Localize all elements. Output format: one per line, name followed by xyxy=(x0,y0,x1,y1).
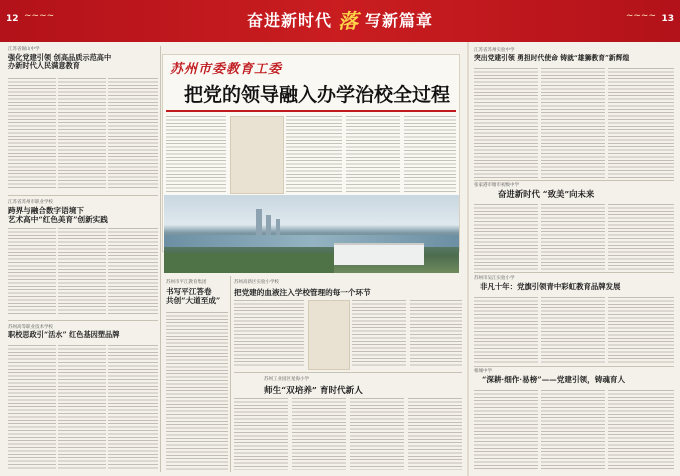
text-column xyxy=(346,116,400,192)
page-spine xyxy=(467,42,469,476)
article-divider xyxy=(474,366,674,367)
campus-aerial-photo xyxy=(164,195,459,273)
text-column xyxy=(541,297,605,363)
headline-line: 艺术高中“红色美育”创新实践 xyxy=(8,214,108,224)
text-column xyxy=(8,78,56,190)
text-column xyxy=(286,116,342,192)
text-column xyxy=(474,204,538,270)
page-header xyxy=(0,0,680,42)
text-column xyxy=(474,390,538,470)
column-rule xyxy=(160,46,161,472)
text-column xyxy=(58,345,106,469)
text-column xyxy=(608,204,674,270)
page-number-left: 12 xyxy=(6,14,19,24)
sidebar-callout xyxy=(230,116,284,194)
headline-line: 共创“大道至成” xyxy=(166,296,221,306)
text-column xyxy=(350,398,404,470)
slogan-accent: 落 xyxy=(338,8,359,33)
article-kicker: 江苏省苏州市职业学校 xyxy=(8,200,53,205)
photo-building xyxy=(334,243,424,265)
text-column xyxy=(8,228,56,316)
article-headline: 奋进新时代 “致美”向未来 xyxy=(498,189,595,199)
article-kicker: 江苏省苏州实验中学 xyxy=(474,48,515,53)
text-column xyxy=(474,68,538,180)
text-column xyxy=(58,228,106,316)
text-column xyxy=(474,297,538,363)
article-headline: 非凡十年：党旗引领青中彩虹教育品牌发展 xyxy=(480,282,621,291)
article-headline: “深耕·细作·易榜”——党建引领，铸魂育人 xyxy=(482,375,626,384)
text-column xyxy=(404,116,456,192)
article-kicker: 江苏省锡山中学 xyxy=(8,47,40,52)
text-column xyxy=(108,228,158,316)
text-column xyxy=(541,204,605,270)
text-column xyxy=(234,398,288,470)
text-column xyxy=(608,390,674,470)
feature-main-title: 把党的领导融入办学治校全过程 xyxy=(184,84,451,106)
article-kicker: 苏州市吴江实验小学 xyxy=(474,276,515,281)
article-kicker: 苏州高等职业技术学校 xyxy=(8,325,53,330)
text-column xyxy=(58,78,106,190)
text-column xyxy=(541,390,605,470)
article-headline: 师生“双培养” 育时代新人 xyxy=(264,386,363,396)
text-column xyxy=(234,300,304,368)
headline-line: 办新时代人民满意教育 xyxy=(8,61,80,71)
article-headline xyxy=(8,207,160,224)
section-slogan xyxy=(160,6,520,32)
text-column xyxy=(108,78,158,190)
title-underline xyxy=(166,110,456,112)
text-column xyxy=(541,68,605,180)
photo-tower xyxy=(266,215,271,237)
article-kicker: 苏州高新区实验小学校 xyxy=(234,280,279,285)
article-divider xyxy=(8,195,158,196)
sidebar-callout xyxy=(308,300,350,370)
feature-org-title: 苏州市委教育工委 xyxy=(170,62,283,77)
text-column xyxy=(408,398,462,470)
page-number-right: 13 xyxy=(661,14,674,24)
photo-greenery xyxy=(164,253,334,273)
text-column xyxy=(608,297,674,363)
photo-tower xyxy=(256,209,262,237)
article-headline: 把党建的血液注入学校管理的每一个环节 xyxy=(234,288,371,297)
text-column xyxy=(8,345,56,469)
text-column xyxy=(352,300,406,368)
masthead-logo-left: ~~~~ xyxy=(24,11,55,21)
article-divider xyxy=(474,272,674,273)
text-column xyxy=(410,300,462,368)
article-headline: 职校思政引“活水” 红色基因塑品牌 xyxy=(8,330,120,339)
masthead-logo-right: ~~~~ xyxy=(625,11,656,21)
article-kicker: 相城中学 xyxy=(474,369,492,374)
article-kicker: 苏州工业园区星海小学 xyxy=(264,377,309,382)
text-column xyxy=(108,345,158,469)
article-divider xyxy=(474,180,674,181)
article-headline xyxy=(166,287,228,306)
slogan-part2: 写新篇章 xyxy=(365,10,434,30)
text-column xyxy=(166,312,228,470)
text-column xyxy=(166,116,226,192)
article-divider xyxy=(8,320,158,321)
headline-line: 强化党建引领 创高品质示范高中 xyxy=(8,53,112,62)
column-rule xyxy=(230,276,231,472)
article-headline: 突出党建引领 勇担时代使命 铸就“雄狮教育”新辉煌 xyxy=(474,54,630,62)
text-column xyxy=(292,398,346,470)
article-kicker: 张家港市塘市初级中学 xyxy=(474,183,519,188)
article-divider xyxy=(234,372,462,373)
article-headline xyxy=(8,54,158,71)
headline-line: 书写平江答卷 xyxy=(166,287,212,296)
slogan-part1: 奋进新时代 xyxy=(246,10,332,30)
article-kicker: 苏州市平江教育集团 xyxy=(166,280,207,285)
headline-line: 跨界与融合数字语境下 xyxy=(8,206,84,215)
text-column xyxy=(608,68,674,180)
